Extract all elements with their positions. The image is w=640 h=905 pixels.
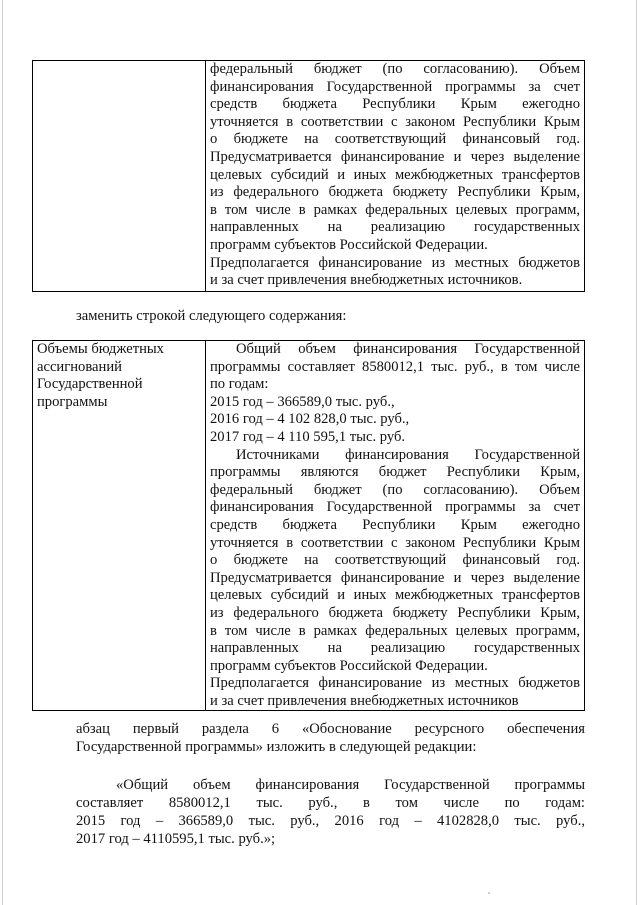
new-line-9: федеральный бюджет (по согласованию). Объем — [210, 481, 580, 498]
replace-line: заменить строкой следующего содержания: — [76, 308, 347, 324]
new-line-11: средств бюджета Республики Крым ежегодно — [210, 516, 580, 533]
new-table-row — [33, 341, 585, 711]
old-line-1: федеральный бюджет (по согласованию). Объем — [210, 61, 580, 77]
new-line-19: программ субъектов Российской Федерации. — [210, 657, 488, 674]
quoted-amendment — [76, 776, 585, 848]
page-edge-left — [2, 0, 3, 905]
new-line-14: Предусматривается финансирование и через выделение — [210, 569, 580, 586]
abzac-line-1: абзац первый раздела 6 «Обоснование ресурсного обеспечения — [76, 721, 585, 737]
quote-line-4: 2017 год – 4110595,1 тыс. руб.»; — [76, 831, 276, 847]
old-line-5: о бюджете на соответствующий финансовый год. — [210, 131, 580, 148]
new-line-6: 2017 год – 4 110 595,1 тыс. руб. — [210, 428, 406, 445]
section-6-paragraph — [76, 720, 585, 756]
old-line-2: финансирования Государственной программы за счет — [210, 78, 580, 95]
old-table-left-cell — [33, 61, 206, 292]
new-line-1: Общий объем финансирования Государственной — [236, 341, 580, 357]
abzac-line-2: Государственной программы» изложить в следующей редакции: — [76, 739, 477, 755]
left-line-1: Объемы бюджетных — [37, 341, 164, 357]
new-table — [32, 340, 585, 711]
new-line-2: программы составляет 8580012,1 тыс. руб., в том числе — [210, 358, 580, 375]
new-line-16: из федерального бюджета бюджету Республики Крым, — [210, 604, 580, 621]
old-line-11: программ субъектов Российской Федерации. — [210, 236, 488, 253]
old-table-right-cell — [206, 61, 585, 292]
scan-speck — [488, 892, 490, 894]
new-line-12: уточняется в соответствии с законом Республики Крым — [210, 534, 580, 551]
new-line-18: направленных на реализацию государственных — [210, 640, 580, 657]
new-line-17: в том числе в рамках федеральных целевых программ, — [210, 622, 580, 639]
old-line-6: Предусматривается финансирование и через выделение — [210, 148, 580, 165]
old-table-row — [33, 61, 585, 292]
old-line-12: Предполагается финансирование из местных бюджетов — [210, 254, 580, 271]
old-line-10: направленных на реализацию государственных — [210, 219, 580, 236]
new-table-left-cell — [33, 341, 206, 711]
new-line-21: и за счет привлечения внебюджетных источников — [210, 692, 519, 709]
old-line-13: и за счет привлечения внебюджетных источников. — [210, 272, 523, 289]
old-line-3: средств бюджета Республики Крым ежегодно — [210, 96, 580, 113]
new-line-5: 2016 год – 4 102 828,0 тыс. руб., — [210, 411, 410, 428]
left-line-4: программы — [37, 393, 108, 410]
new-line-20: Предполагается финансирование из местных бюджетов — [210, 675, 580, 692]
new-line-15: целевых субсидий и иных межбюджетных трансфертов — [210, 587, 580, 604]
quote-line-1: «Общий объем финансирования Государственной программы — [116, 777, 585, 793]
new-line-10: финансирования Государственной программы за счет — [210, 499, 580, 516]
old-line-8: из федерального бюджета бюджету Республики Крым, — [210, 184, 580, 201]
left-line-2: ассигнований — [37, 358, 122, 375]
old-line-9: в том числе в рамках федеральных целевых программ, — [210, 201, 580, 218]
old-table — [32, 60, 585, 292]
old-line-4: уточняется в соответствии с законом Республики Крым — [210, 113, 580, 130]
new-line-4: 2015 год – 366589,0 тыс. руб., — [210, 393, 395, 410]
new-line-8: программы являются бюджет Республики Крым, — [210, 464, 580, 481]
new-line-3: по годам: — [210, 376, 269, 393]
quote-line-2: составляет 8580012,1 тыс. руб., в том числе по годам: — [76, 795, 585, 811]
new-line-7: Источниками финансирования Государственной — [236, 446, 580, 463]
page-edge-right — [636, 0, 637, 905]
new-table-right-cell — [206, 341, 585, 711]
left-line-3: Государственной — [37, 376, 143, 393]
quote-line-3: 2015 год – 366589,0 тыс. руб., 2016 год – 4102828,0 тыс. руб., — [76, 813, 585, 829]
new-line-13: о бюджете на соответствующий финансовый год. — [210, 552, 580, 569]
old-line-7: целевых субсидий и иных межбюджетных трансфертов — [210, 166, 580, 183]
